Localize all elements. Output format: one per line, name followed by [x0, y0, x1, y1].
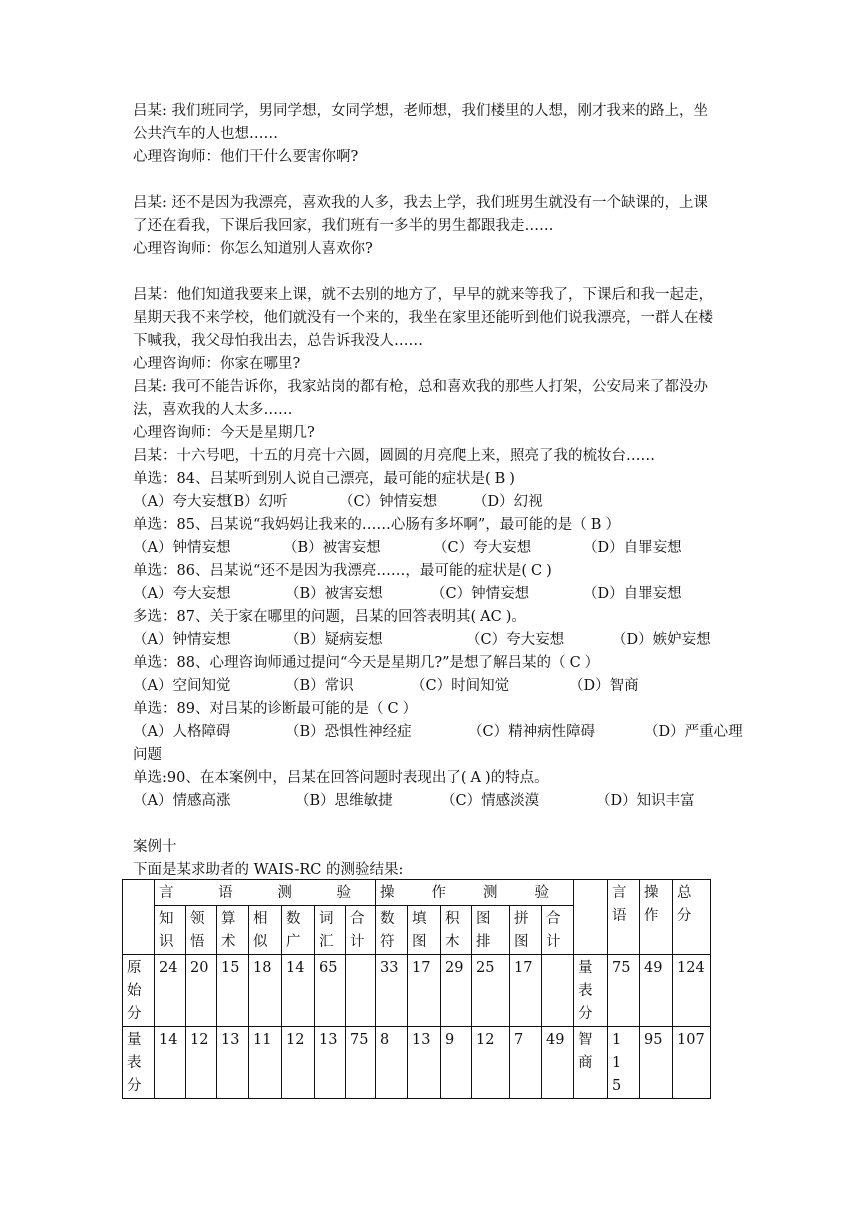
performance-score-cell: 25 [472, 955, 510, 1027]
question-tail: ） [402, 701, 418, 717]
document-page [133, 100, 745, 882]
performance-subtest-header [542, 906, 574, 955]
option-row [133, 537, 745, 560]
wais-rc-results-table [122, 879, 711, 1099]
performance-score-cell: 33 [376, 955, 408, 1027]
blank-line [133, 169, 745, 192]
summary-row-label [574, 1027, 608, 1099]
verbal-score-cell: 20 [186, 955, 217, 1027]
performance-score-cell: 49 [542, 1027, 574, 1099]
dialogue-line: 心理咨询师：你怎么知道别人喜欢你? [133, 241, 373, 257]
question-text: 单选:90、在本案例中，吕某在回答问题时表现出了( [133, 770, 467, 786]
option-choice: （B）恐惧性神经症 [285, 724, 412, 740]
question-text: 单选：84、吕某听到别人说自己漂亮，最可能的症状是( [133, 471, 491, 487]
option-row [133, 629, 745, 652]
verbal-score-cell: 65 [315, 955, 346, 1027]
scaled-score-row [123, 1027, 711, 1099]
verbal-score-cell: 12 [282, 1027, 315, 1099]
summary-header [608, 880, 640, 955]
performance-subtest-header-text: 图排 [476, 911, 491, 950]
performance-subtest-header [376, 906, 408, 955]
option-choice: （D）严重心理 [644, 724, 743, 740]
label-gap-cell [574, 880, 608, 955]
dialogue-line: 法，喜欢我的人太多…… [133, 402, 293, 418]
option-choice: （D）自罪妄想 [583, 540, 682, 556]
option-choice: （C）时间知觉 [411, 678, 510, 694]
group-char: 言 [159, 885, 174, 901]
verbal-score-cell: 13 [315, 1027, 346, 1099]
option-row [133, 491, 745, 514]
question-stem [133, 767, 745, 790]
dialogue-line: 心理咨询师：今天是星期几? [133, 425, 315, 441]
summary-score-cell [608, 1027, 640, 1099]
group-char: 作 [431, 885, 446, 901]
option-choice: （A）夸大妄想 [133, 494, 231, 510]
summary-row-label [574, 955, 608, 1027]
option-choice: （C）情感淡漠 [441, 793, 540, 809]
verbal-score-cell: 15 [217, 955, 249, 1027]
performance-score-cell: 29 [441, 955, 472, 1027]
verbal-score-cell: 14 [282, 955, 315, 1027]
question-stem [133, 698, 745, 721]
option-choice: （B）思维敏捷 [295, 793, 393, 809]
option-row [133, 583, 745, 606]
question-text: 单选：89、对吕某的诊断最可能的是（ [133, 701, 384, 717]
question-text: 多选：87、关于家在哪里的问题，吕某的回答表明其( [133, 609, 477, 625]
header-group-row [123, 880, 711, 906]
option-choice: （D）智商 [569, 678, 639, 694]
option-wrap: 问题 [133, 747, 162, 763]
performance-subtest-header-text: 填图 [412, 911, 427, 950]
summary-score-cell: 124 [673, 955, 711, 1027]
performance-score-cell [542, 955, 574, 1027]
dialogue-line: 下喊我，我父母怕我出去，总告诉我没人…… [133, 333, 423, 349]
group-char: 操 [380, 885, 395, 901]
question-stem [133, 606, 745, 629]
option-choice: （B）疑病妄想 [285, 632, 383, 648]
option-choice: （A）夸大妄想 [133, 586, 231, 602]
group-char: 语 [218, 885, 233, 901]
raw-score-row [123, 955, 711, 1027]
verbal-subtest-header-text: 相似 [253, 911, 268, 950]
verbal-subtest-header [249, 906, 282, 955]
performance-score-cell: 17 [408, 955, 441, 1027]
dialogue-line: 吕某: 还不是因为我漂亮，喜欢我的人多，我去上学，我们班男生就没有一个缺课的，上课 [133, 195, 708, 211]
verbal-subtest-header-text: 知识 [159, 911, 174, 950]
verbal-score-cell [346, 955, 376, 1027]
verbal-subtest-header-text: 合计 [350, 911, 365, 950]
answer-key: C [387, 701, 399, 717]
performance-subtest-header [441, 906, 472, 955]
verbal-subtest-header [315, 906, 346, 955]
row-label-text: 量表分 [127, 1032, 142, 1094]
answer-key: C [569, 655, 581, 671]
verbal-score-cell: 13 [217, 1027, 249, 1099]
verbal-score-cell: 24 [155, 955, 186, 1027]
option-row [133, 721, 745, 744]
question-stem [133, 468, 745, 491]
performance-subtest-header-text: 数符 [380, 911, 395, 950]
group-char: 测 [483, 885, 498, 901]
performance-group-header [376, 880, 574, 906]
verbal-subtest-header-text: 领悟 [190, 911, 205, 950]
option-row [133, 790, 745, 813]
question-stem [133, 652, 745, 675]
row-label-text: 原始分 [127, 960, 142, 1022]
option-choice: （C）钟情妄想 [339, 494, 438, 510]
dialogue-line: 了还在看我，下课后我回家，我们班有一多半的男生都跟我走…… [133, 218, 554, 234]
dialogue-line: 吕某: 我可不能告诉你，我家站岗的都有枪，总和喜欢我的那些人打架，公安局来了都没办 [133, 379, 708, 395]
question-tail: ) [546, 563, 552, 579]
dialogue-line: 吕某：十六号吧，十五的月亮十六圆，圆圆的月亮爬上来，照亮了我的梳妆台…… [133, 448, 655, 464]
option-choice: （C）夸大妄想 [433, 540, 532, 556]
answer-key: AC [480, 609, 502, 625]
verbal-subtest-header [155, 906, 186, 955]
summary-header-text: 总分 [677, 885, 692, 924]
dialogue-line: 心理咨询师：你家在哪里? [133, 356, 301, 372]
dialogue-line: 吕某: 我们班同学，男同学想，女同学想，老师想，我们楼里的人想，刚才我来的路上，坐 [133, 103, 708, 119]
answer-key: B [494, 471, 506, 487]
dialogue-line: 心理咨询师：他们干什么要害你啊? [133, 149, 359, 165]
question-list [133, 468, 745, 813]
option-choice: （B）被害妄想 [283, 540, 381, 556]
question-text: 单选：86、吕某说“还不是因为我漂亮……，最可能的症状是( [133, 563, 528, 579]
answer-key: A [470, 770, 481, 786]
option-choice: （A）钟情妄想 [133, 632, 231, 648]
verbal-subtest-header [186, 906, 217, 955]
option-choice: （B）幻听 [219, 494, 288, 510]
summary-row-label-text: 量表分 [578, 960, 593, 1022]
group-char: 验 [336, 885, 351, 901]
verbal-score-cell: 75 [346, 1027, 376, 1099]
dialogue-line: 星期天我不来学校，他们就没有一个来的，我坐在家里还能听到他们说我漂亮，一群人在楼 [133, 310, 713, 326]
option-choice: （D）自罪妄想 [583, 586, 682, 602]
performance-group-header-text [380, 882, 573, 905]
performance-subtest-header [472, 906, 510, 955]
option-choice: （A）空间知觉 [133, 678, 231, 694]
verbal-subtest-header-text: 词汇 [319, 911, 334, 950]
performance-score-cell: 17 [510, 955, 542, 1027]
blank-line [133, 261, 745, 284]
option-choice: （D）幻视 [473, 494, 543, 510]
performance-score-cell: 9 [441, 1027, 472, 1099]
option-choice: （C）钟情妄想 [431, 586, 530, 602]
question-text: 单选：85、吕某说“我妈妈让我来的……心肠有多坏啊”，最可能的是（ [133, 517, 587, 533]
summary-score-cell: 75 [608, 955, 640, 1027]
option-choice: （D）知识丰富 [596, 793, 695, 809]
summary-score-cell: 49 [640, 955, 673, 1027]
option-choice: （D）嫉妒妄想 [612, 632, 711, 648]
question-tail: ） [584, 655, 600, 671]
verbal-group-header-text [159, 882, 375, 905]
option-choice: （B）常识 [285, 678, 354, 694]
group-char: 验 [534, 885, 549, 901]
option-choice: （C）夸大妄想 [466, 632, 565, 648]
option-choice: （C）精神病性障碍 [468, 724, 596, 740]
corner-cell [123, 880, 155, 955]
answer-key: C [531, 563, 543, 579]
case-title: 案例十 [133, 839, 177, 855]
performance-subtest-header [510, 906, 542, 955]
question-stem [133, 560, 745, 583]
summary-score-cell: 95 [640, 1027, 673, 1099]
summary-row-label-text: 智商 [578, 1032, 593, 1071]
summary-header-text: 言语 [612, 885, 627, 924]
question-tail: )。 [505, 609, 526, 625]
verbal-subtest-header [217, 906, 249, 955]
summary-header [673, 880, 711, 955]
option-choice: （A）人格障碍 [133, 724, 231, 740]
performance-subtest-header-text: 合计 [546, 911, 561, 950]
option-choice: （A）钟情妄想 [133, 540, 231, 556]
dialogue-line: 公共汽车的人也想…… [133, 126, 278, 142]
verbal-group-header [155, 880, 376, 906]
summary-header-text: 操作 [644, 885, 659, 924]
performance-subtest-header-text: 拼图 [514, 911, 529, 950]
table-intro: 下面是某求助者的 WAIS-RC 的测验结果: [133, 862, 404, 878]
verbal-subtest-header-text: 算术 [221, 911, 236, 950]
verbal-score-cell: 12 [186, 1027, 217, 1099]
question-tail: ) [509, 471, 515, 487]
summary-score-cell: 107 [673, 1027, 711, 1099]
group-char: 测 [277, 885, 292, 901]
summary-score-cell-text: 115 [612, 1032, 622, 1094]
performance-score-cell: 13 [408, 1027, 441, 1099]
verbal-score-cell: 14 [155, 1027, 186, 1099]
row-label [123, 955, 155, 1027]
verbal-subtest-header-text: 数广 [286, 911, 301, 950]
question-tail: )的特点。 [484, 770, 549, 786]
performance-subtest-header [408, 906, 441, 955]
case-dialogue [133, 100, 745, 468]
option-row [133, 675, 745, 698]
question-tail: ） [605, 517, 620, 533]
summary-header [640, 880, 673, 955]
verbal-subtest-header [346, 906, 376, 955]
performance-subtest-header-text: 积木 [445, 911, 460, 950]
row-label [123, 1027, 155, 1099]
performance-score-cell: 8 [376, 1027, 408, 1099]
verbal-subtest-header [282, 906, 315, 955]
question-stem [133, 514, 745, 537]
question-text: 单选：88、心理咨询师通过提问“今天是星期几?”是想了解吕某的（ [133, 655, 566, 671]
performance-score-cell: 7 [510, 1027, 542, 1099]
dialogue-line: 吕某：他们知道我要来上课，就不去别的地方了，早早的就来等我了，下课后和我一起走， [133, 287, 713, 303]
answer-key: B [590, 517, 602, 533]
option-choice: （A）情感高涨 [133, 793, 231, 809]
performance-score-cell: 12 [472, 1027, 510, 1099]
verbal-score-cell: 11 [249, 1027, 282, 1099]
option-choice: （B）被害妄想 [285, 586, 383, 602]
verbal-score-cell: 18 [249, 955, 282, 1027]
